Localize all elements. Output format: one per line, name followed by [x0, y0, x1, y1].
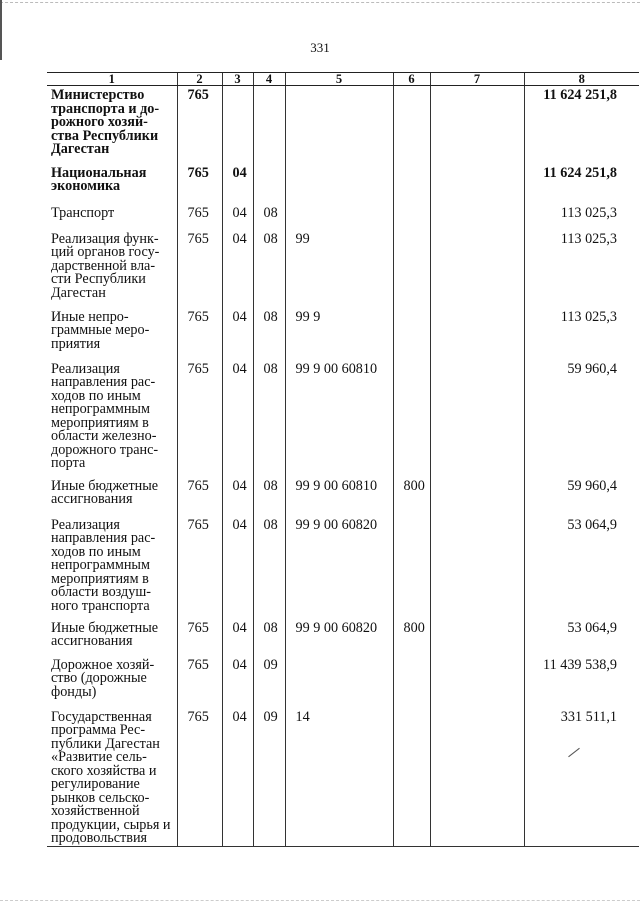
cell-code: 765 [177, 86, 222, 164]
cell-section: 04 [222, 619, 253, 656]
cell-target [285, 86, 393, 164]
column-header-3: 3 [222, 73, 253, 86]
table-row [47, 230, 639, 308]
cell-subsection: 08 [253, 204, 285, 230]
page-number: 331 [310, 40, 330, 55]
table-row [47, 86, 639, 164]
cell-subsection: 09 [253, 656, 285, 708]
row-name: Государственная программа Рес-публики Дагестан «Развитие сель-ского хозяйства и регулирование рынков сельско-хозяйственной продукции, сырья и продовольствия [47, 708, 177, 847]
cell-section: 04 [222, 204, 253, 230]
cell-subsection: 08 [253, 360, 285, 477]
cell-code: 765 [177, 308, 222, 360]
cell-target: 99 9 00 60820 [285, 619, 393, 656]
column-header-8: 8 [524, 73, 639, 86]
cell-amount: 59 960,4 [524, 360, 639, 477]
cell-code: 765 [177, 360, 222, 477]
row-name: Национальная экономика [51, 164, 147, 194]
cell-subsection [253, 86, 285, 164]
cell-section: 04 [222, 308, 253, 360]
cell-expense-type [393, 164, 430, 204]
cell-subsection [253, 164, 285, 204]
cell-col7 [430, 86, 524, 164]
cell-expense-type [393, 708, 430, 847]
table-row [47, 164, 639, 204]
cell-expense-type [393, 308, 430, 360]
cell-code: 765 [177, 164, 222, 204]
cell-target [285, 164, 393, 204]
table-row [47, 308, 639, 360]
header-row [47, 73, 639, 86]
cell-section: 04 [222, 360, 253, 477]
cell-amount: 53 064,9 [524, 619, 639, 656]
row-name: Транспорт [51, 204, 115, 221]
cell-col7 [430, 656, 524, 708]
cell-code: 765 [177, 516, 222, 619]
column-header-1: 1 [47, 73, 177, 86]
column-header-2: 2 [177, 73, 222, 86]
cell-target [285, 656, 393, 708]
cell-target: 14 [285, 708, 393, 847]
table-row [47, 656, 639, 708]
cell-section: 04 [222, 708, 253, 847]
table-row [47, 204, 639, 230]
cell-subsection: 08 [253, 619, 285, 656]
row-name: Реализация функ-ций органов госу-дарственной вла-сти Республики Дагестан [51, 230, 160, 301]
cell-section: 04 [222, 477, 253, 516]
budget-table [47, 72, 639, 847]
cell-target: 99 9 [285, 308, 393, 360]
cell-code: 765 [177, 204, 222, 230]
cell-target: 99 9 00 60820 [285, 516, 393, 619]
cell-target: 99 9 00 60810 [285, 477, 393, 516]
cell-amount: 113 025,3 [524, 308, 639, 360]
cell-amount: 113 025,3 [524, 230, 639, 308]
cell-col7 [430, 308, 524, 360]
cell-section [222, 86, 253, 164]
cell-col7 [430, 204, 524, 230]
cell-amount: 59 960,4 [524, 477, 639, 516]
scan-border-top [0, 2, 640, 4]
row-name: Иные непро-граммные меро-приятия [51, 308, 150, 352]
table-row [47, 477, 639, 516]
cell-target [285, 204, 393, 230]
cell-code: 765 [177, 708, 222, 847]
cell-expense-type [393, 86, 430, 164]
row-name: Министерство транспорта и до-рожного хозяй-ства Республики Дагестан [51, 87, 160, 157]
cell-expense-type [393, 204, 430, 230]
cell-col7 [430, 477, 524, 516]
cell-section: 04 [222, 516, 253, 619]
cell-section: 04 [222, 230, 253, 308]
cell-expense-type: 800 [393, 619, 430, 656]
cell-section: 04 [222, 164, 253, 204]
cell-code: 765 [177, 619, 222, 656]
row-name: Иные бюджетные ассигнования [51, 477, 159, 507]
cell-code: 765 [177, 656, 222, 708]
cell-subsection: 08 [253, 230, 285, 308]
cell-col7 [430, 619, 524, 656]
row-name: Дорожное хозяй-ство (дорожные фонды) [51, 656, 155, 700]
cell-amount: 11 624 251,8 [524, 164, 639, 204]
column-header-5: 5 [285, 73, 393, 86]
cell-expense-type: 800 [393, 477, 430, 516]
cell-expense-type [393, 360, 430, 477]
cell-amount: 53 064,9 [524, 516, 639, 619]
cell-expense-type [393, 230, 430, 308]
column-header-4: 4 [253, 73, 285, 86]
cell-amount: 11 624 251,8 [524, 86, 639, 164]
cell-expense-type [393, 656, 430, 708]
cell-col7 [430, 516, 524, 619]
table-row [47, 708, 639, 847]
cell-section: 04 [222, 656, 253, 708]
cell-subsection: 08 [253, 516, 285, 619]
cell-col7 [430, 708, 524, 847]
row-name: Иные бюджетные ассигнования [51, 619, 159, 649]
cell-subsection: 08 [253, 308, 285, 360]
row-name: Реализация направления рас-ходов по иным непрограммным мероприятиям в области железно-дорожного транс-порта [51, 360, 159, 471]
cell-code: 765 [177, 230, 222, 308]
table-row [47, 619, 639, 656]
cell-col7 [430, 164, 524, 204]
cell-amount: 113 025,3 [524, 204, 639, 230]
cell-col7 [430, 230, 524, 308]
column-header-7: 7 [430, 73, 524, 86]
cell-col7 [430, 360, 524, 477]
cell-target: 99 [285, 230, 393, 308]
cell-subsection: 09 [253, 708, 285, 847]
cell-amount: 11 439 538,9 [524, 656, 639, 708]
table-row [47, 360, 639, 477]
cell-subsection: 08 [253, 477, 285, 516]
scan-border-bottom [0, 900, 640, 902]
table-row [47, 516, 639, 619]
cell-amount: 331 511,1 [524, 708, 639, 847]
cell-expense-type [393, 516, 430, 619]
row-name: Реализация направления рас-ходов по иным непрограммным мероприятиям в области воздуш-ного транспорта [51, 516, 156, 614]
cell-code: 765 [177, 477, 222, 516]
column-header-6: 6 [393, 73, 430, 86]
cell-target: 99 9 00 60810 [285, 360, 393, 477]
